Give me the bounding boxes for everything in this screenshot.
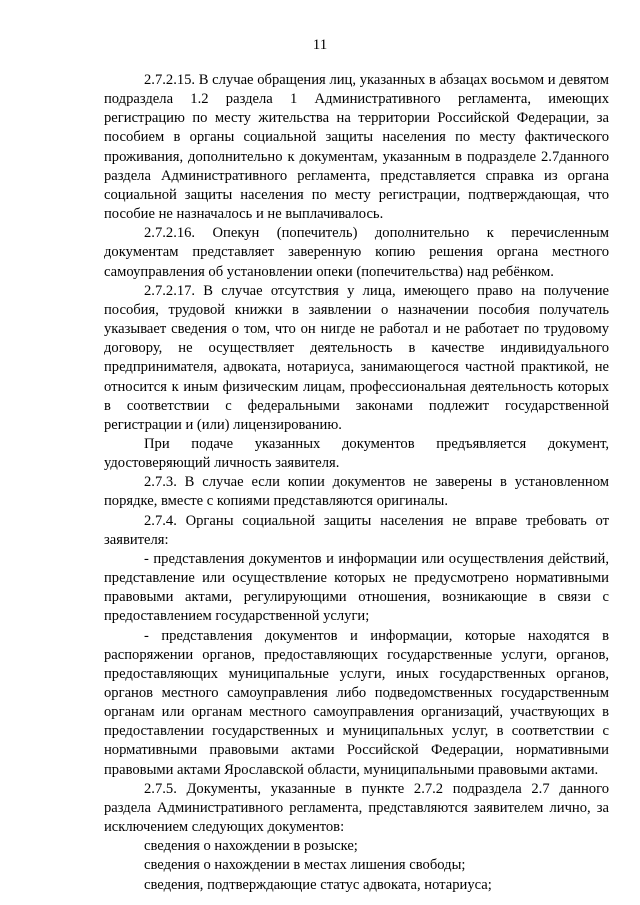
- paragraph-2-7-2-15: 2.7.2.15. В случае обращения лиц, указанных в абзацах восьмом и девятом подраздела 1.2 раздела 1 Административного регламента, имеющих регистрацию по месту жительства на территории Российской Федерации, за пособием в органы социальной защиты населения по месту фактического проживания, дополнительно к документам, указанным в подразделе 2.7данного раздела Административного регламента, представляется справка из органа социальной защиты населения по месту регистрации, подтверждающая, что пособие не назначалось и не выплачивалось.: [104, 72, 609, 223]
- list-item-detention: сведения о нахождении в местах лишения свободы;: [144, 857, 466, 874]
- list-item-documents-held-by-agencies: - представления документов и информации, которые находятся в распоряжении органов, предоставляющих государственные услуги, органов, предоставляющих муниципальные услуги, иных государственных органов, органов местного самоуправления либо подведомственных государственным органам или органам местного самоуправления организаций, участвующих в предоставлении государственных и муниципальных услуг, в соответствии с нормативными правовыми актами Российской Федерации, нормативными правовыми актами Ярославской области, муниципальными правовыми актами.: [104, 627, 609, 778]
- list-item-wanted-list: сведения о нахождении в розыске;: [144, 838, 358, 855]
- paragraph-2-7-3: 2.7.3. В случае если копии документов не заверены в установленном порядке, вместе с копиями представляются оригиналы.: [104, 474, 609, 510]
- document-body: [104, 71, 609, 895]
- paragraph-2-7-2-16: 2.7.2.16. Опекун (попечитель) дополнительно к перечисленным документам представляет заверенную копию решения органа местного самоуправления об установлении опеки (попечительства) над ребёнком.: [104, 225, 609, 280]
- list-item-lawyer-notary: сведения, подтверждающие статус адвоката, нотариуса;: [144, 876, 492, 893]
- page-number: 11: [312, 37, 328, 53]
- paragraph-2-7-2-17: 2.7.2.17. В случае отсутствия у лица, имеющего право на получение пособия, трудовой книжки в заявлении о назначении пособия получатель указывает сведения о том, что он нигде не работал и не работает по трудовому договору, не осуществляет деятельность в качестве индивидуального предпринимателя, адвоката, нотариуса, занимающегося частной практикой, не относится к иным физическим лицам, профессиональная деятельность которых в соответствии с федеральными законами подлежит государственной регистрации и (или) лицензированию.: [104, 282, 609, 433]
- paragraph-identity-document: При подаче указанных документов предъявляется документ, удостоверяющий личность заявителя.: [104, 435, 609, 472]
- list-item-actions-not-required: - представления документов и информации или осуществления действий, представление или осуществление которых не предусмотрено нормативными правовыми актами, регулирующими отношения, возникающие в связи с предоставлением государственной услуги;: [104, 550, 609, 625]
- paragraph-2-7-4: 2.7.4. Органы социальной защиты населения не вправе требовать от заявителя:: [104, 512, 609, 548]
- paragraph-2-7-5: 2.7.5. Документы, указанные в пункте 2.7.2 подраздела 2.7 данного раздела Административного регламента, представляются заявителем лично, за исключением следующих документов:: [104, 780, 609, 836]
